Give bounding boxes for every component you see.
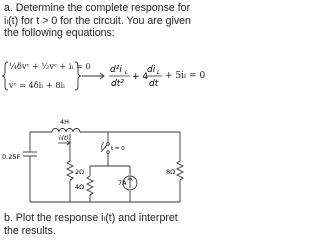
second-derivative-den: dt² [111, 79, 124, 89]
first-derivative-den: dt [149, 79, 159, 89]
part-b-prompt [4, 212, 198, 237]
state-equation-1: ¼δvᶜ + ½vᶜ + iₗ = 0 [9, 61, 91, 71]
part-a-line-2: iₗ(t) for t > 0 for the circuit. You are given [4, 14, 191, 27]
switch-label: t = 0 [111, 146, 125, 152]
resistor-2ohm-label: 2Ω [75, 168, 85, 176]
part-a-line-3: the following equations: [4, 27, 115, 40]
resistor-2ohm [67, 161, 73, 180]
equation-block [0, 0, 200, 114]
source-label: 7A [118, 179, 127, 187]
part-a-line-1: a. Determine the complete response for [4, 2, 191, 14]
svg-text:L: L [125, 70, 129, 76]
second-derivative-num: d²i [110, 65, 122, 75]
left-brace [2, 62, 8, 90]
circuit-diagram [0, 114, 200, 210]
inductor-label: 4H [60, 118, 70, 126]
resistor-4ohm-label: 4Ω [75, 183, 85, 191]
svg-text:L: L [157, 70, 161, 76]
part-b-line-2: the results. [4, 224, 56, 237]
diff-equation-rest: + 5iₗ = 0 [165, 71, 206, 81]
capacitor-label: 0.25F [2, 153, 21, 161]
resistor-4ohm [87, 176, 93, 195]
svg-text:+ 4: + 4 [132, 72, 149, 82]
first-derivative-num: di [147, 65, 156, 75]
resistor-8ohm [177, 161, 183, 180]
inductor-current-label: iₗ(t) [59, 135, 69, 142]
state-equation-2: vᶜ = 4δiₗ + 8iₗ [9, 80, 66, 90]
part-b-line-1: b. Plot the response iₗ(t) and interpret [4, 212, 178, 224]
resistor-8ohm-label: 8Ω [166, 168, 176, 176]
